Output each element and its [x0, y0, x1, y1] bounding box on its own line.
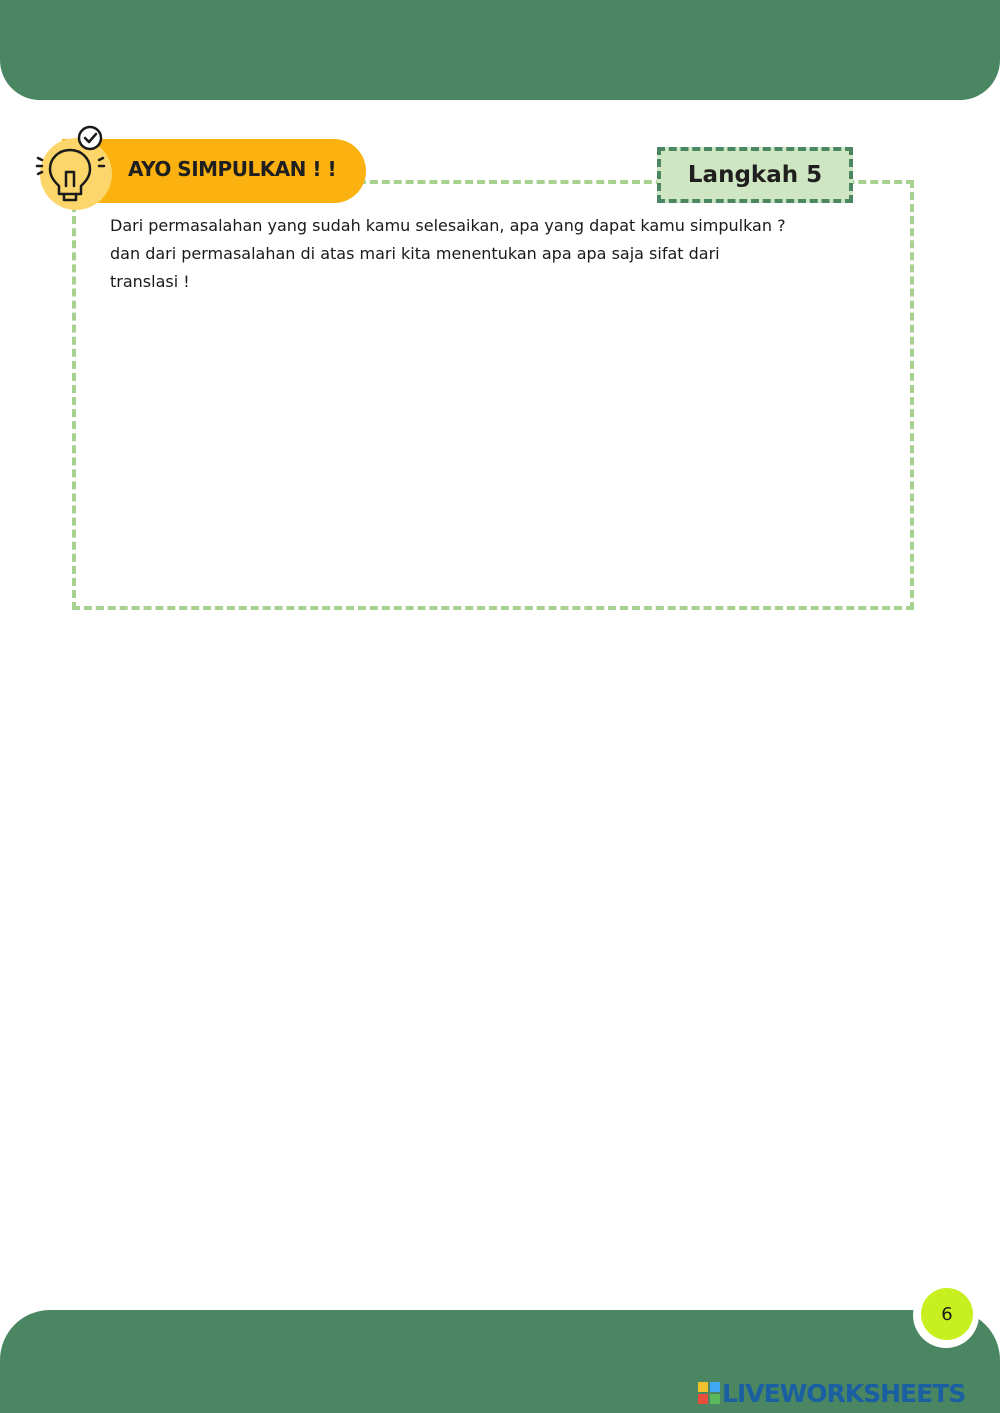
step-label: Langkah 5 [657, 147, 853, 203]
brand-watermark [698, 1378, 965, 1408]
lightbulb-icon [30, 120, 120, 210]
prompt-text [110, 212, 830, 296]
prompt-line: dan dari permasalahan di atas mari kita menentukan apa apa saja sifat dari [110, 244, 720, 263]
page-number: 6 [921, 1288, 973, 1340]
prompt-line: Dari permasalahan yang sudah kamu selesaikan, apa yang dapat kamu simpulkan ? [110, 216, 786, 235]
section-title: AYO SIMPULKAN ! ! [128, 157, 337, 181]
header-band [0, 0, 1000, 100]
prompt-line: translasi ! [110, 272, 190, 291]
liveworksheets-logo-icon [698, 1382, 720, 1404]
brand-text: LIVEWORKSHEETS [722, 1378, 966, 1408]
